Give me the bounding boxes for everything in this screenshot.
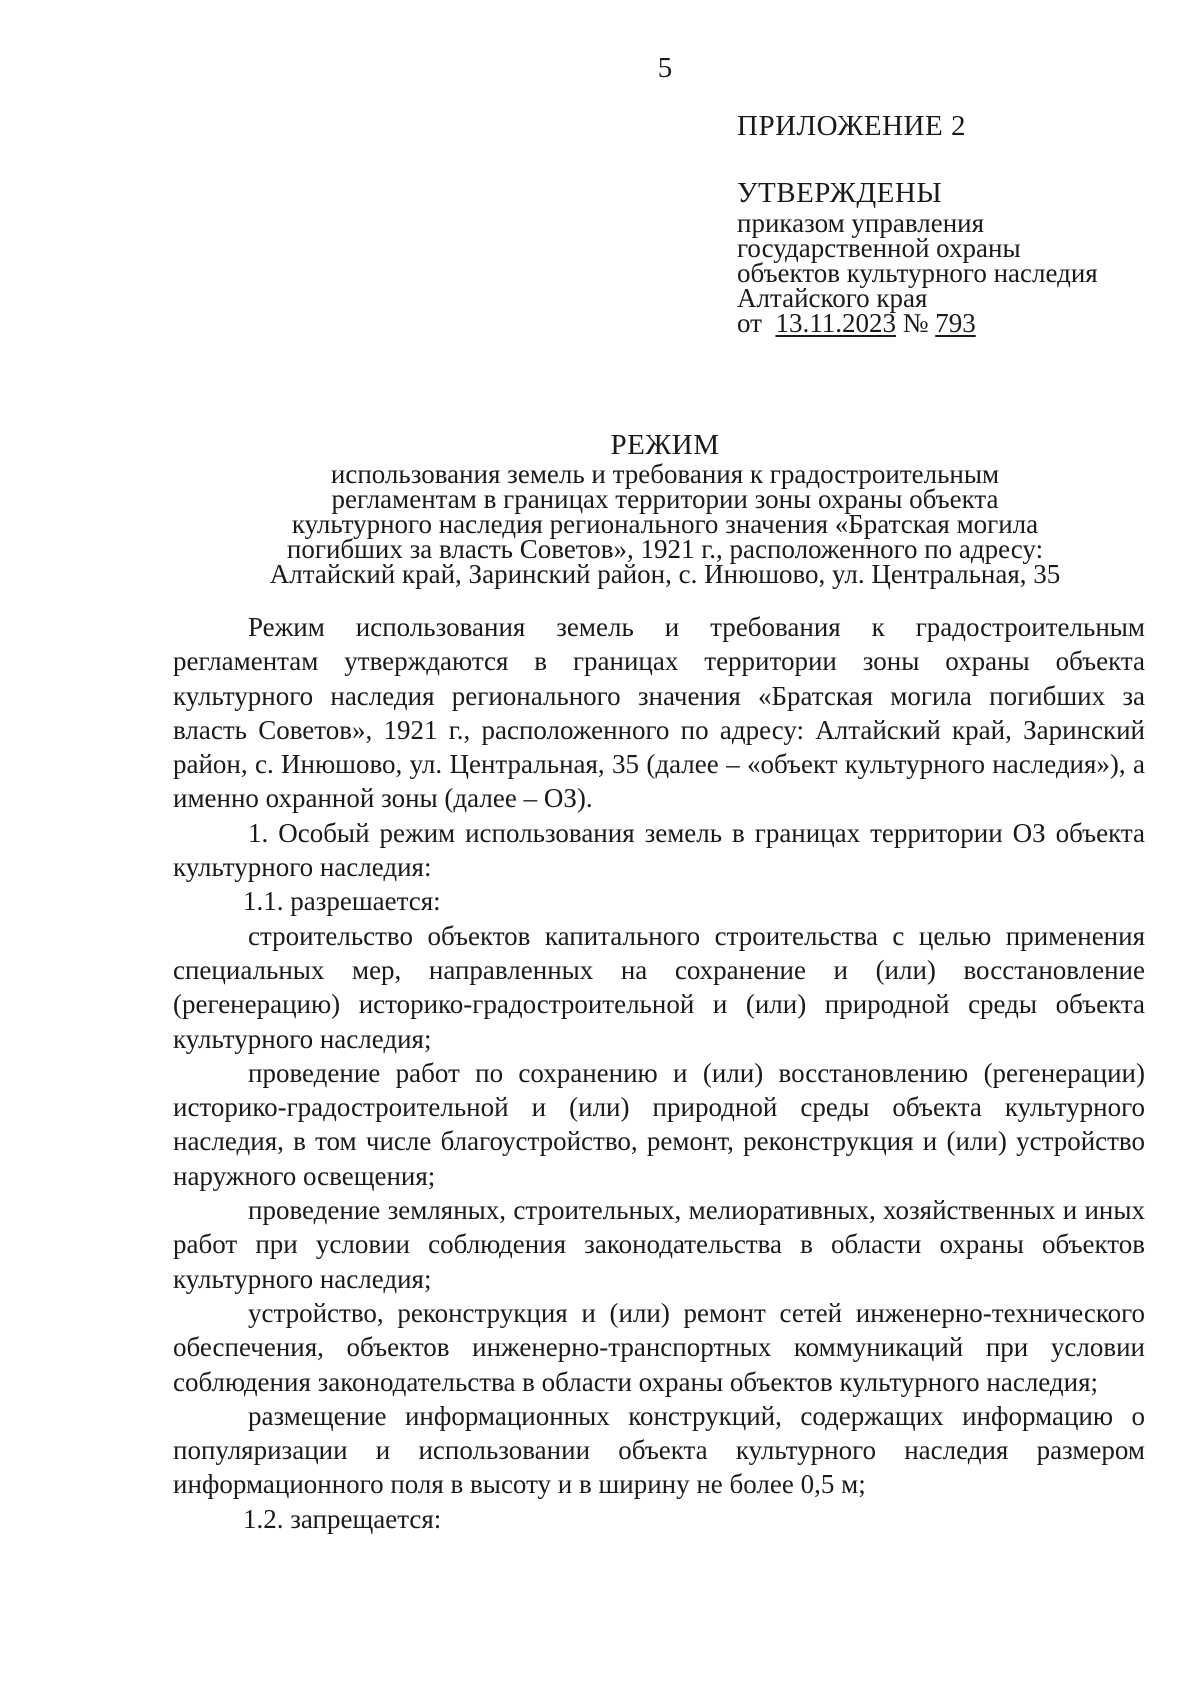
approval-date-line [737, 308, 1177, 338]
intro-paragraph: Режим использования земель и требования к градостроительным регламентам утверждаются в границах территории зоны охраны объекта культурного наследия регионального значения «Братская могила погибших за власть Советов», 1921 г., расположенного по адресу: Алтайский край, Заринский район, с. Инюшово, ул. Центральная, 35 (далее – «объект культурного наследия»), а именно охранной зоны (далее – ОЗ). [173, 612, 1145, 814]
list-item: размещение информационных конструкций, содержащих информацию о популяризации и использовании объекта культурного наследия размером информационного поля в высоту и в ширину не более 0,5 м; [173, 1400, 1145, 1500]
document-title-block [230, 428, 1100, 587]
subsection-heading: 1.1. разрешается: [243, 886, 441, 917]
document-title: РЕЖИМ [610, 429, 720, 461]
approval-number: 793 [935, 308, 976, 338]
document-body [173, 610, 1145, 1536]
approval-line: приказом управления [737, 208, 985, 238]
approval-block [737, 175, 1177, 336]
list-item: проведение работ по сохранению и (или) восстановлению (регенерации) историко-градостроительной и (или) природной среды объекта культурного наследия, в том числе благоустройство, ремонт, реконструкция и (или) устройство наружного освещения; [173, 1057, 1145, 1191]
document-subtitle-line: использования земель и требования к градостроительным [330, 459, 1000, 489]
number-prefix: № [902, 308, 929, 338]
approval-line: объектов культурного наследия [737, 258, 1098, 288]
list-item: строительство объектов капитального строительства с целью применения специальных мер, направленных на сохранение и (или) восстановление (регенерацию) историко-градостроительной и (или) природной среды объекта культурного наследия; [173, 920, 1145, 1054]
document-subtitle-line: культурного наследия регионального значения «Братская могила [291, 509, 1039, 539]
section-heading: 1. Особый режим использования земель в границах территории ОЗ объекта культурного наследия: [173, 817, 1145, 883]
approval-date: 13.11.2023 [775, 308, 896, 338]
approved-title: УТВЕРЖДЕНЫ [737, 177, 943, 209]
list-item: устройство, реконструкция и (или) ремонт сетей инженерно-технического обеспечения, объектов инженерно-транспортных коммуникаций при условии соблюдения законодательства в области охраны объектов культурного наследия; [173, 1297, 1145, 1397]
approval-line: государственной охраны [737, 233, 1021, 263]
approval-line: Алтайского края [737, 283, 928, 313]
document-subtitle-line: погибших за власть Советов», 1921 г., расположенного по адресу: [286, 534, 1044, 564]
page-number: 5 [657, 52, 673, 84]
document-subtitle-line: регламентам в границах территории зоны охраны объекта [331, 484, 999, 514]
document-subtitle-line: Алтайский край, Заринский район, с. Инюшово, ул. Центральная, 35 [269, 559, 1061, 589]
subsection-heading: 1.2. запрещается: [243, 1503, 442, 1534]
list-item: проведение земляных, строительных, мелиоративных, хозяйственных и иных работ при условии соблюдения законодательства в области охраны объектов культурного наследия; [173, 1195, 1145, 1294]
appendix-label: ПРИЛОЖЕНИЕ 2 [737, 110, 966, 142]
date-prefix: от [737, 308, 762, 338]
